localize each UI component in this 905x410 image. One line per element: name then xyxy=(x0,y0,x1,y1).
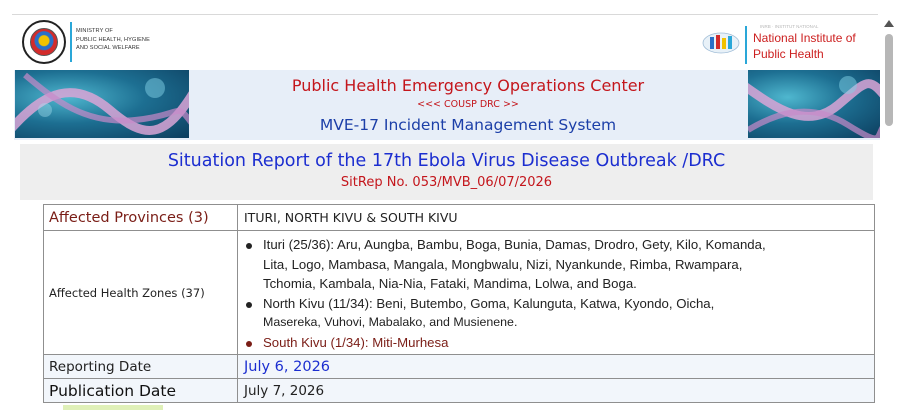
header-top-rule xyxy=(12,14,878,15)
list-item-south-kivu xyxy=(244,333,874,353)
scroll-up-arrow-icon[interactable] xyxy=(884,20,894,27)
publication-date-value: July 7, 2026 xyxy=(238,379,875,403)
ministry-line-3: AND SOCIAL WELFARE xyxy=(76,45,140,51)
table-row-provinces xyxy=(44,205,875,231)
table-row-publication-date xyxy=(44,379,875,403)
institute-divider xyxy=(745,26,747,64)
publication-date-label: Publication Date xyxy=(44,379,238,403)
bullet-icon xyxy=(246,302,252,308)
health-zones-label: Affected Health Zones (37) xyxy=(44,231,238,355)
ituri-zones-line-1: Ituri (25/36): Aru, Aungba, Bambu, Boga, Bunia, Damas, Drodro, Gety, Kilo, Komanda, xyxy=(263,237,766,252)
sitrep-number: SitRep No. 053/MVB_06/07/2026 xyxy=(340,175,553,190)
drc-coat-of-arms-seal xyxy=(22,20,66,64)
incident-management-system: MVE-17 Incident Management System xyxy=(319,116,617,134)
ministry-line-2: PUBLIC HEALTH, HYGIENE xyxy=(76,36,150,43)
list-item-north-kivu xyxy=(244,294,874,333)
ministry-name xyxy=(76,27,150,53)
north-kivu-zones-line-1: North Kivu (11/34): Beni, Butembo, Goma, Kalunguta, Katwa, Kyondo, Oicha, xyxy=(263,295,715,311)
north-kivu-zones-line-2: Masereka, Vuhovi, Mabalako, and Musienene. xyxy=(263,315,518,329)
health-zones-cell xyxy=(238,231,875,355)
institute-name-line-1: National Institute of xyxy=(753,31,856,45)
bullet-icon xyxy=(246,243,252,249)
scrollbar-thumb[interactable] xyxy=(885,34,893,126)
eoc-title: Public Health Emergency Operations Center xyxy=(291,76,645,95)
table-row-reporting-date xyxy=(44,355,875,379)
reporting-date-value: July 6, 2026 xyxy=(238,355,875,379)
table-row-health-zones xyxy=(44,231,875,355)
health-zones-list xyxy=(244,232,874,353)
institute-tagline: INRB · INSTITUT NATIONAL xyxy=(760,24,819,29)
report-title: Situation Report of the 17th Ebola Virus Disease Outbreak /DRC xyxy=(167,151,726,171)
ituri-zones-line-3: Tchomia, Kambala, Nia-Nia, Fataki, Mandima, Lolwa, and Boga. xyxy=(263,276,637,291)
ministry-line-1: MINISTRY OF xyxy=(76,28,113,34)
bottom-highlight-strip xyxy=(63,405,163,410)
institute-name-line-2: Public Health xyxy=(753,46,824,61)
list-item-ituri xyxy=(244,235,874,294)
ministry-divider xyxy=(70,22,72,62)
eoc-subtitle: <<< COUSP DRC >> xyxy=(417,99,519,110)
south-kivu-zones-line-1: South Kivu (1/34): Miti-Murhesa xyxy=(263,334,449,350)
provinces-label: Affected Provinces (3) xyxy=(44,205,238,231)
institute-name xyxy=(753,31,856,62)
outbreak-summary-table xyxy=(43,204,875,403)
provinces-value: ITURI, NORTH KIVU & SOUTH KIVU xyxy=(238,205,875,231)
bullet-icon xyxy=(246,341,252,347)
inrb-logo-icon xyxy=(701,27,741,55)
virus-photo-right xyxy=(748,70,880,138)
reporting-date-label: Reporting Date xyxy=(44,355,238,379)
ituri-zones-line-2: Lita, Logo, Mambasa, Mangala, Mongbwalu, Nizi, Nyankunde, Rimba, Rwampara, xyxy=(263,256,743,272)
virus-photo-left xyxy=(15,70,189,138)
seal-emblem-icon xyxy=(30,28,58,56)
